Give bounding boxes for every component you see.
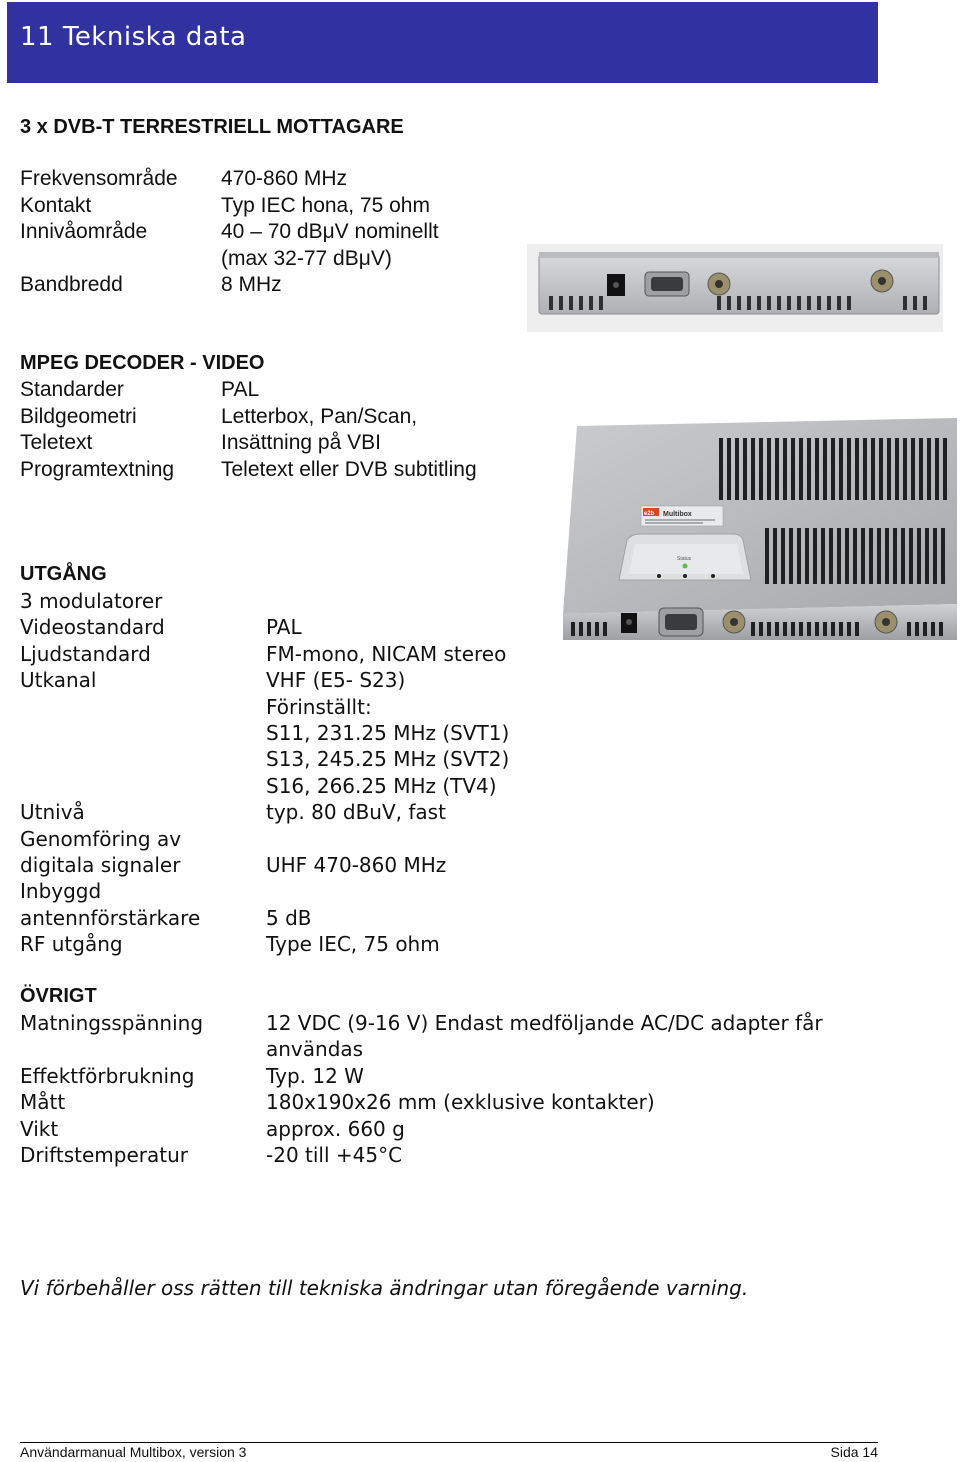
spec-label: Innivåområde [20, 220, 148, 243]
spec-value: approx. 660 g [266, 1116, 405, 1141]
mpeg-labels [20, 377, 174, 483]
dvbt-values [221, 166, 439, 299]
spec-label: antennförstärkare [20, 905, 201, 930]
spec-label [20, 246, 178, 273]
spec-value: VHF (E5- S23) [266, 668, 406, 693]
spec-value: -20 till +45°C [266, 1143, 403, 1168]
spec-label: Frekvensområde [20, 167, 178, 190]
mpeg-values [221, 377, 477, 483]
footer-divider [20, 1442, 878, 1443]
spec-value [266, 878, 509, 904]
spec-label: Kontakt [20, 193, 92, 217]
other-labels [20, 1010, 203, 1168]
spec-value: PAL [221, 378, 260, 401]
dvbt-section-title: 3 x DVB-T TERRESTRIELL MOTTAGARE [20, 116, 404, 138]
spec-label [20, 694, 200, 720]
spec-label: Bandbredd [20, 273, 123, 296]
spec-value: 12 VDC (9-16 V) Endast medföljande AC/DC adapter får [266, 1011, 823, 1035]
mpeg-section-title: MPEG DECODER - VIDEO [20, 352, 265, 374]
spec-value: PAL [266, 615, 302, 640]
brand-badge-text: e2b [644, 511, 655, 517]
spec-value: användas [266, 1037, 364, 1062]
spec-label: Utnivå [20, 800, 85, 825]
spec-label: Videostandard [20, 615, 165, 640]
disclaimer-text: Vi förbehåller oss rätten till tekniska ändringar utan föregående varning. [20, 1276, 749, 1300]
output-section-title: UTGÅNG [20, 563, 107, 585]
spec-label: Ljudstandard [20, 641, 151, 666]
spec-value: (max 32-77 dBμV) [221, 246, 392, 270]
spec-label: Effektförbrukning [20, 1063, 195, 1088]
footer-page-number: Sida 14 [830, 1444, 878, 1460]
spec-label: Programtextning [20, 457, 175, 481]
spec-value: S16, 266.25 MHz (TV4) [266, 773, 497, 798]
spec-value: 40 – 70 dBμV nominellt [221, 220, 439, 243]
spec-value: 470-860 MHz [221, 167, 348, 190]
spec-label: Standarder [20, 378, 124, 401]
spec-value: typ. 80 dBuV, fast [266, 800, 446, 825]
spec-value [266, 826, 509, 852]
other-values [266, 1010, 823, 1168]
spec-value: Typ IEC hona, 75 ohm [221, 193, 430, 217]
spec-label: Inbyggd [20, 879, 102, 904]
spec-label: Utkanal [20, 668, 97, 693]
brand-label [641, 506, 723, 526]
spec-value: S13, 245.25 MHz (SVT2) [266, 747, 510, 772]
spec-value: 180x190x26 mm (exklusive kontakter) [266, 1090, 655, 1115]
spec-label: Mått [20, 1090, 66, 1115]
other-section-title: ÖVRIGT [20, 985, 97, 1007]
spec-value [266, 588, 509, 614]
brand-name-text: Multibox [663, 511, 692, 518]
spec-label: Vikt [20, 1116, 59, 1141]
chapter-title: 11 Tekniska data [20, 22, 247, 52]
output-values [266, 588, 509, 958]
spec-label [20, 1036, 203, 1062]
device-rear-panel-photo [527, 244, 943, 332]
spec-label [20, 720, 200, 746]
status-label: Status [677, 556, 692, 562]
spec-label [20, 773, 200, 799]
spec-value: Insättning på VBI [221, 431, 381, 454]
spec-label: Matningsspänning [20, 1011, 204, 1035]
spec-value: Typ. 12 W [266, 1063, 364, 1088]
spec-label: Genomföring av [20, 826, 182, 851]
chapter-header [7, 2, 878, 83]
spec-label [20, 746, 200, 772]
footer-manual-title: Användarmanual Multibox, version 3 [20, 1444, 247, 1460]
spec-value: 8 MHz [221, 273, 282, 296]
spec-label: Driftstemperatur [20, 1143, 188, 1168]
dvbt-labels [20, 166, 178, 299]
spec-value: FM-mono, NICAM stereo [266, 641, 507, 666]
spec-value: 5 dB [266, 905, 312, 930]
spec-value: Teletext eller DVB subtitling [221, 457, 477, 481]
spec-value: Type IEC, 75 ohm [266, 932, 440, 957]
spec-label: digitala signaler [20, 853, 181, 878]
spec-value: UHF 470-860 MHz [266, 853, 447, 878]
spec-value: Letterbox, Pan/Scan, [221, 404, 418, 428]
spec-value: Förinställt: [266, 694, 372, 719]
device-overview-photo [529, 408, 960, 644]
spec-label: 3 modulatorer [20, 589, 163, 613]
output-labels [20, 588, 200, 958]
spec-label: Bildgeometri [20, 404, 137, 428]
spec-value: S11, 231.25 MHz (SVT1) [266, 721, 510, 746]
spec-label: RF utgång [20, 932, 123, 957]
spec-label: Teletext [20, 431, 93, 454]
